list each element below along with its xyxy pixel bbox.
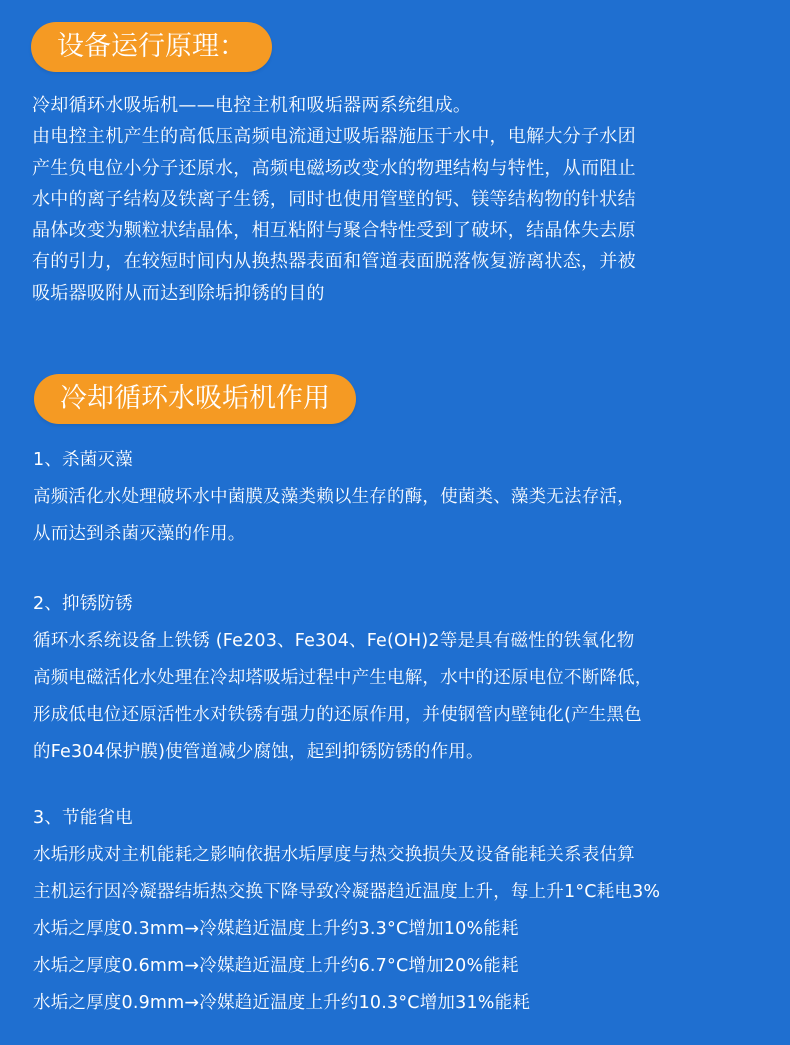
function-item-line: 水垢之厚度0.6mm→冷媒趋近温度上升约6.7°C增加20%能耗	[33, 956, 519, 976]
function-item-line: 水垢之厚度0.9mm→冷媒趋近温度上升约10.3°C增加31%能耗	[33, 993, 531, 1013]
function-item-line: 循环水系统设备上铁锈 (Fe203、Fe304、Fe(OH)2等是具有磁性的铁氧化物	[33, 631, 635, 651]
principle-line: 水中的离子结构及铁离子生锈，同时也使用管壁的钙、镁等结构物的针状结	[32, 188, 636, 210]
function-item-line: 的Fe304保护膜)使管道减少腐蚀，起到抑锈防锈的作用。	[33, 742, 484, 762]
principle-line: 冷却循环水吸垢机——电控主机和吸垢器两系统组成。	[32, 95, 472, 116]
function-item-line: 水垢形成对主机能耗之影响依据水垢厚度与热交换损失及设备能耗关系表估算	[33, 845, 635, 865]
principle-line: 晶体改变为颗粒状结晶体，相互粘附与聚合特性受到了破坏，结晶体失去原	[32, 220, 636, 242]
function-item-line: 主机运行因冷凝器结垢热交换下降导致冷凝器趋近温度上升，每上升1°C耗电3%	[33, 882, 661, 902]
function-item-title: 3、节能省电	[33, 808, 133, 828]
function-item-title: 2、抑锈防锈	[33, 594, 133, 614]
function-item-line: 水垢之厚度0.3mm→冷媒趋近温度上升约3.3°C增加10%能耗	[33, 919, 519, 939]
principle-line: 吸垢器吸附从而达到除垢抑锈的目的	[32, 282, 325, 304]
principle-paragraph	[32, 90, 762, 309]
function-item-sterilize	[33, 442, 773, 553]
function-item-line: 高频电磁活化水处理在冷却塔吸垢过程中产生电解，水中的还原电位不断降低，	[33, 668, 653, 688]
principle-line: 产生负电位小分子还原水，高频电磁场改变水的物理结构与特性，从而阻止	[32, 157, 636, 179]
function-item-line: 形成低电位还原活性水对铁锈有强力的还原作用，并使钢管内壁钝化(产生黑色	[33, 705, 642, 725]
function-item-line: 从而达到杀菌灭藻的作用。	[33, 524, 246, 544]
section-heading-function: 冷却循环水吸垢机作用	[34, 374, 356, 424]
function-item-energy	[33, 800, 773, 1022]
function-item-antirust	[33, 586, 773, 771]
function-item-title: 1、杀菌灭藻	[33, 450, 133, 470]
function-item-line: 高频活化水处理破坏水中菌膜及藻类赖以生存的酶，使菌类、藻类无法存活，	[33, 487, 635, 507]
principle-line: 有的引力，在较短时间内从换热器表面和管道表面脱落恢复游离状态，并被	[32, 251, 636, 273]
section-heading-principle: 设备运行原理：	[31, 22, 272, 72]
principle-line: 由电控主机产生的高低压高频电流通过吸垢器施压于水中，电解大分子水团	[32, 126, 636, 148]
